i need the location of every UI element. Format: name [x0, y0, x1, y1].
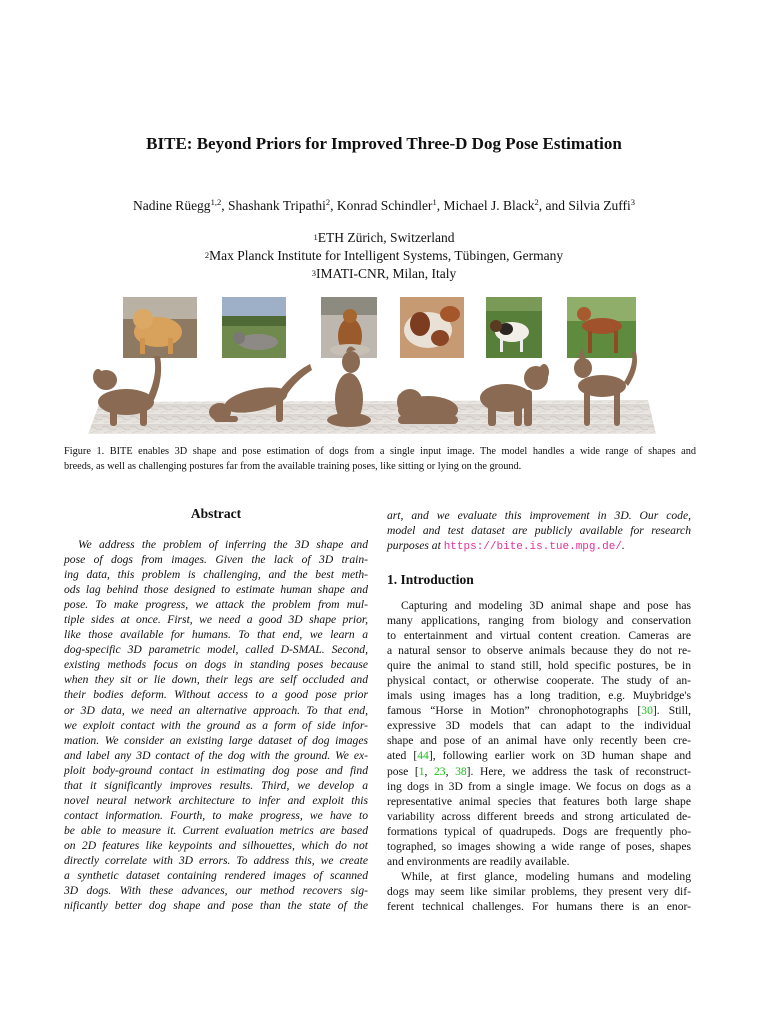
abstract-line: ploit body-ground contact in estimating dog pose and find [64, 763, 368, 777]
author-name: Nadine Rüegg [132, 198, 211, 213]
abstract-line: art, and we evaluate this improvement in 3D. Our code, [387, 509, 691, 522]
intro-line [387, 703, 691, 718]
section-heading-introduction: 1. Introduction [387, 572, 474, 587]
abstract-line: and label any 3D contact of the dog with the ground. We ex- [64, 748, 368, 762]
author-list [0, 198, 768, 214]
abstract-line: novel neural network architecture to infer and exploit this [64, 793, 368, 807]
teaser-figure-graphic [88, 294, 656, 440]
intro-line: dogs may seem like similar problems, they present very dif- [387, 884, 691, 898]
dog-photo-2 [222, 297, 286, 358]
intro-line: imals using images has a long tradition, e.g. Muybridge's [387, 689, 691, 703]
dog-photo-1 [123, 297, 197, 358]
teaser-figure [88, 294, 656, 440]
intro-text: ]. Here, we address the task of reconstruct- [466, 764, 692, 778]
intro-line: a natural sensor to observe animals because they do not re- [387, 644, 691, 658]
author-name: Shashank Tripathi [227, 198, 326, 213]
author-separator: , and [538, 198, 569, 213]
intro-line: formations typical of quadrupeds. Dogs are frequently pho- [387, 824, 691, 838]
citation-link[interactable]: 44 [417, 749, 429, 763]
citation-link[interactable]: 30 [641, 704, 653, 718]
intro-line: many applications, ranging from biology and conservation [387, 614, 691, 628]
intro-line: variability across different breeds and strong articulated de- [387, 809, 691, 823]
abstract-continuation [387, 508, 691, 553]
intro-line: pose [1, 23, 38]. Here, we address the task of reconstruct- [387, 764, 692, 778]
abstract-line: that it significantly improves results. Third, we develop a [64, 778, 368, 792]
ground-plane [88, 400, 656, 434]
author-affil-sup: 1,2 [210, 197, 222, 207]
affiliation [0, 247, 768, 265]
abstract-heading: Abstract [190, 506, 242, 521]
abstract-line: or 3D data, we need an alternative approach. To that end, [64, 703, 368, 717]
intro-line: to entertainment and virtual content creation. Cameras are [387, 629, 691, 643]
abstract-line: we exploit contact with the ground as a form of side infor- [64, 718, 368, 732]
abstract-line: dog-specific 3D parametric model, called D-SMAL. Second, [64, 643, 368, 657]
abstract-line: ods lag behind those designed to estimate human shape and [64, 583, 368, 597]
author-separator: , [436, 198, 444, 213]
affil-sup: 2 [204, 250, 210, 260]
intro-line: ing dogs in 3D from a single image. We focus on dogs as a [387, 779, 691, 793]
abstract-line: their bodies deform. Without access to a good pose prior [64, 688, 368, 702]
abstract-line: existing methods focus on dogs in standing poses because [64, 658, 368, 672]
intro-text: ], following earlier work on 3D human shape and [428, 749, 691, 763]
dog-photo-6 [567, 297, 636, 358]
abstract-line: model and test dataset are publicly available for research [387, 524, 691, 538]
intro-line: representative animal species that features both large shape [387, 794, 691, 808]
author-affil-sup: 3 [630, 197, 636, 207]
author-affil-sup: 2 [534, 197, 539, 207]
abstract-line: pose of dogs from images. Given the lack of 3D train- [64, 553, 368, 567]
citation-link[interactable]: 1 [418, 764, 425, 778]
abstract-line: when they sit or lie down, their legs are self occluded and [64, 673, 368, 687]
abstract-body [64, 537, 368, 913]
intro-line: While, at first glance, modeling humans and modeling [401, 869, 691, 883]
author-affil-sup: 1 [432, 197, 437, 207]
abstract-line: on 2D features like keypoints and silhouettes, which do not [64, 838, 368, 852]
abstract-line: mation. We consider an existing large dataset of dog images [64, 733, 368, 747]
affil-sup: 1 [313, 232, 318, 242]
abstract-line: a synthetic dataset containing rendered images of scanned [64, 869, 368, 883]
figure-caption [64, 444, 696, 474]
affiliation [0, 229, 768, 247]
abstract-line: pose. To make progress, we attack the problem from mul- [64, 598, 368, 612]
author-separator: , [330, 198, 337, 213]
intro-line [387, 748, 691, 763]
author-name: Michael J. Black [443, 198, 535, 213]
intro-line: and environments are readily available. [387, 854, 570, 868]
intro-line: tographed, so images showing a wide range of poses, shapes [387, 839, 691, 853]
affil-text: IMATI-CNR, Milan, Italy [316, 266, 457, 281]
intro-line: Capturing and modeling 3D animal shape and pose has [401, 599, 691, 612]
abstract-line: 3D dogs. With these advances, our method recovers sig- [64, 884, 368, 898]
dog-photo-4 [400, 297, 464, 358]
intro-text: ]. Still, [652, 704, 691, 718]
abstract-text: purposes at [387, 539, 444, 553]
author-separator: , [221, 198, 228, 213]
abstract-line: contact information. Fourth, to make progress, we have to [64, 808, 368, 822]
abstract-line: directly correlate with 3D errors. To address this, we create [64, 853, 368, 867]
abstract-line [387, 538, 691, 553]
affiliation [0, 265, 768, 283]
intro-text: famous “Horse in Motion” chronophotographs [ [387, 704, 642, 718]
affil-text: ETH Zürich, Switzerland [317, 230, 455, 245]
author-affil-sup: 2 [325, 197, 331, 207]
citation-link[interactable]: 38 [455, 764, 467, 778]
intro-line: expressive 3D models that can adapt to the individual [387, 719, 691, 733]
intro-line: quire the animal to stand still, hold specific postures, be in [387, 659, 691, 673]
dog-photo-5 [486, 297, 542, 358]
introduction-body [387, 598, 691, 914]
abstract-line: ing data, this problem is challenging, and the best meth- [64, 568, 368, 582]
abstract-text: . [621, 539, 625, 553]
paper-title: BITE: Beyond Priors for Improved Three-D Dog Pose Estimation [146, 134, 622, 153]
author-name: Konrad Schindler [336, 198, 433, 213]
intro-text: ated [ [387, 749, 418, 763]
abstract-line: tiple sides at once. First, we need a good 3D shape prior, [64, 613, 368, 627]
abstract-line: like those available for humans. To that end, we learn a [64, 628, 368, 642]
affil-text: Max Planck Institute for Intelligent Systems, Tübingen, Germany [209, 248, 564, 263]
author-name: Silvia Zuffi [568, 198, 631, 213]
rendered-dog-4 [397, 389, 458, 424]
intro-line: ferent technical challenges. For humans there is an enor- [387, 899, 691, 913]
project-url-link[interactable]: https://bite.is.tue.mpg.de/ [443, 541, 622, 554]
citation-link[interactable]: 23 [433, 764, 446, 778]
abstract-line: nificantly better dog shape and pose than the state of the [64, 899, 368, 913]
affiliation-list [0, 229, 768, 283]
affil-sup: 3 [311, 268, 316, 278]
abstract-line: We address the problem of inferring the 3D shape and [78, 538, 368, 551]
caption-line: Figure 1. BITE enables 3D shape and pose estimation of dogs from a single input image. The model handles a wide range of shapes and [64, 446, 696, 457]
intro-line: shape and pose of an animal have only recently been cre- [387, 734, 691, 748]
abstract-line: be able to measure it. Current evaluation metrics are based [64, 823, 368, 837]
intro-line: physical contact, or otherwise cooperate. The study of an- [387, 674, 691, 688]
caption-line: breeds, as well as challenging postures far from the available training poses, like sitting or lying on the ground. [64, 461, 522, 472]
